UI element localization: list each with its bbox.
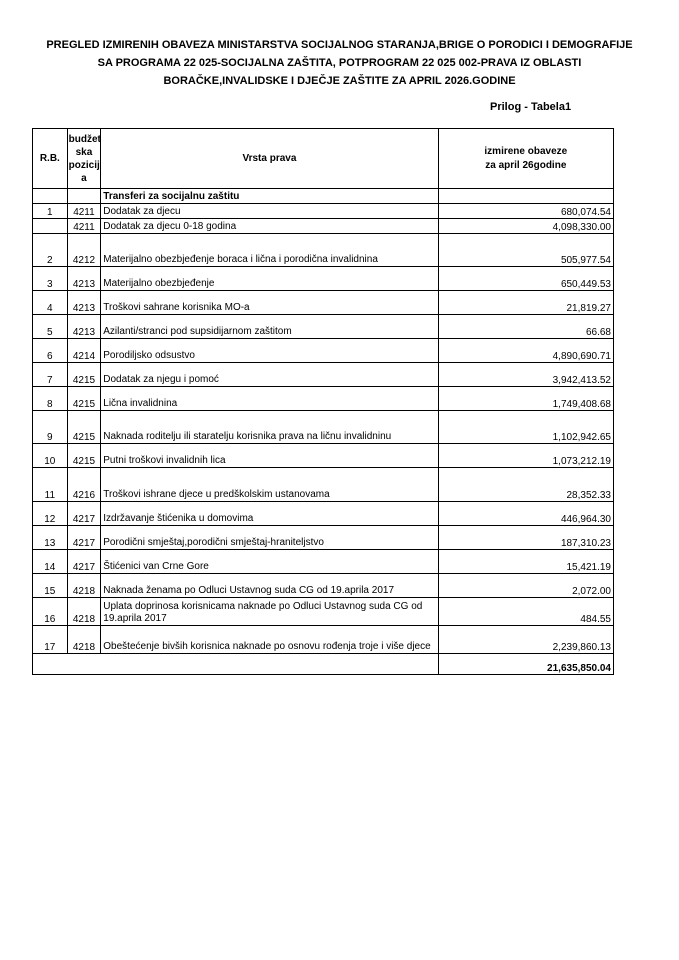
row-position: 4215 bbox=[67, 411, 101, 444]
total-amount: 21,635,850.04 bbox=[438, 654, 613, 675]
row-right-type: Obeštećenje bivših korisnica naknade po osnovu rođenja troje i više djece bbox=[101, 626, 438, 654]
row-right-type: Azilanti/stranci pod supsidijarnom zaštitom bbox=[101, 315, 438, 339]
row-amount: 484.55 bbox=[438, 598, 613, 626]
row-amount: 15,421.19 bbox=[438, 550, 613, 574]
table-row bbox=[33, 315, 614, 339]
row-right-type: Štićenici van Crne Gore bbox=[101, 550, 438, 574]
row-amount: 650,449.53 bbox=[438, 267, 613, 291]
row-right-type: Materijalno obezbjeđenje boraca i lična i porodična invalidnina bbox=[101, 234, 438, 267]
section-pos-cell bbox=[67, 189, 101, 204]
row-right-type: Dodatak za djecu bbox=[101, 204, 438, 219]
row-rb: 6 bbox=[33, 339, 68, 363]
row-position: 4218 bbox=[67, 598, 101, 626]
row-right-type: Naknada roditelju ili staratelju korisnika prava na ličnu invalidninu bbox=[101, 411, 438, 444]
title-line-3: BORAČKE,INVALIDSKE I DJEČJE ZAŠTITE ZA APRIL 2026.GODINE bbox=[163, 75, 516, 87]
row-position: 4215 bbox=[67, 444, 101, 468]
row-amount: 2,072.00 bbox=[438, 574, 613, 598]
row-right-type: Dodatak za djecu 0-18 godina bbox=[101, 219, 438, 234]
attachment-label: Prilog - Tabela1 bbox=[490, 101, 572, 113]
row-right-type: Porodiljsko odsustvo bbox=[101, 339, 438, 363]
header-right-type: Vrsta prava bbox=[101, 129, 438, 189]
obligations-table bbox=[32, 128, 614, 675]
row-rb: 11 bbox=[33, 468, 68, 502]
row-rb: 9 bbox=[33, 411, 68, 444]
row-rb: 16 bbox=[33, 598, 68, 626]
row-rb: 10 bbox=[33, 444, 68, 468]
row-rb: 2 bbox=[33, 234, 68, 267]
row-rb: 17 bbox=[33, 626, 68, 654]
table-row bbox=[33, 291, 614, 315]
row-rb: 14 bbox=[33, 550, 68, 574]
row-rb bbox=[33, 219, 68, 234]
row-amount: 21,819.27 bbox=[438, 291, 613, 315]
table-row bbox=[33, 363, 614, 387]
total-label-cell bbox=[33, 654, 439, 675]
row-amount: 2,239,860.13 bbox=[438, 626, 613, 654]
row-position: 4217 bbox=[67, 526, 101, 550]
row-rb: 13 bbox=[33, 526, 68, 550]
table-row bbox=[33, 598, 614, 626]
row-position: 4212 bbox=[67, 234, 101, 267]
row-amount: 1,073,212.19 bbox=[438, 444, 613, 468]
table-row bbox=[33, 339, 614, 363]
title-line-2: SA PROGRAMA 22 025-SOCIJALNA ZAŠTITA, POTPROGRAM 22 025 002-PRAVA IZ OBLASTI bbox=[97, 57, 582, 69]
header-position: budžet ska pozicij a bbox=[67, 129, 101, 189]
row-amount: 3,942,413.52 bbox=[438, 363, 613, 387]
row-rb: 12 bbox=[33, 502, 68, 526]
document-title bbox=[0, 36, 679, 90]
table-row bbox=[33, 550, 614, 574]
table-row bbox=[33, 234, 614, 267]
table-row bbox=[33, 411, 614, 444]
row-rb: 15 bbox=[33, 574, 68, 598]
section-rb-cell bbox=[33, 189, 68, 204]
row-amount: 28,352.33 bbox=[438, 468, 613, 502]
row-right-type: Lična invalidnina bbox=[101, 387, 438, 411]
section-label: Transferi za socijalnu zaštitu bbox=[101, 189, 438, 204]
section-amount-cell bbox=[438, 189, 613, 204]
row-amount: 4,098,330.00 bbox=[438, 219, 613, 234]
table-row bbox=[33, 574, 614, 598]
row-position: 4218 bbox=[67, 626, 101, 654]
row-position: 4217 bbox=[67, 502, 101, 526]
row-right-type: Naknada ženama po Odluci Ustavnog suda CG od 19.aprila 2017 bbox=[101, 574, 438, 598]
row-right-type: Troškovi ishrane djece u predškolskim ustanovama bbox=[101, 468, 438, 502]
table-row bbox=[33, 626, 614, 654]
row-position: 4215 bbox=[67, 363, 101, 387]
row-position: 4213 bbox=[67, 267, 101, 291]
row-amount: 66.68 bbox=[438, 315, 613, 339]
row-amount: 187,310.23 bbox=[438, 526, 613, 550]
row-right-type: Izdržavanje štićenika u domovima bbox=[101, 502, 438, 526]
row-amount: 4,890,690.71 bbox=[438, 339, 613, 363]
row-position: 4213 bbox=[67, 291, 101, 315]
row-right-type: Troškovi sahrane korisnika MO-a bbox=[101, 291, 438, 315]
row-rb: 1 bbox=[33, 204, 68, 219]
row-amount: 446,964.30 bbox=[438, 502, 613, 526]
row-amount: 1,102,942.65 bbox=[438, 411, 613, 444]
row-position: 4218 bbox=[67, 574, 101, 598]
row-position: 4211 bbox=[67, 219, 101, 234]
row-rb: 8 bbox=[33, 387, 68, 411]
row-rb: 5 bbox=[33, 315, 68, 339]
row-right-type: Materijalno obezbjeđenje bbox=[101, 267, 438, 291]
row-position: 4217 bbox=[67, 550, 101, 574]
row-rb: 4 bbox=[33, 291, 68, 315]
row-position: 4215 bbox=[67, 387, 101, 411]
row-amount: 505,977.54 bbox=[438, 234, 613, 267]
row-rb: 7 bbox=[33, 363, 68, 387]
row-position: 4211 bbox=[67, 204, 101, 219]
total-row bbox=[33, 654, 614, 675]
row-position: 4216 bbox=[67, 468, 101, 502]
title-line-1: PREGLED IZMIRENIH OBAVEZA MINISTARSTVA SOCIJALNOG STARANJA,BRIGE O PORODICI I DEMOGRAFIJE bbox=[46, 39, 633, 51]
row-right-type: Porodični smještaj,porodični smještaj-hraniteljstvo bbox=[101, 526, 438, 550]
row-amount: 680,074.54 bbox=[438, 204, 613, 219]
section-row bbox=[33, 189, 614, 204]
table-row bbox=[33, 526, 614, 550]
row-rb: 3 bbox=[33, 267, 68, 291]
table-row bbox=[33, 204, 614, 219]
table-row bbox=[33, 219, 614, 234]
row-position: 4214 bbox=[67, 339, 101, 363]
header-amount: izmirene obaveze za april 26godine bbox=[438, 129, 613, 189]
table-row bbox=[33, 468, 614, 502]
row-right-type: Dodatak za njegu i pomoć bbox=[101, 363, 438, 387]
row-right-type: Putni troškovi invalidnih lica bbox=[101, 444, 438, 468]
table-row bbox=[33, 267, 614, 291]
row-amount: 1,749,408.68 bbox=[438, 387, 613, 411]
header-rb: R.B. bbox=[33, 129, 68, 189]
table-row bbox=[33, 387, 614, 411]
table-row bbox=[33, 444, 614, 468]
row-position: 4213 bbox=[67, 315, 101, 339]
table-row bbox=[33, 502, 614, 526]
row-right-type: Uplata doprinosa korisnicama naknade po Odluci Ustavnog suda CG od 19.aprila 2017 bbox=[101, 598, 438, 626]
